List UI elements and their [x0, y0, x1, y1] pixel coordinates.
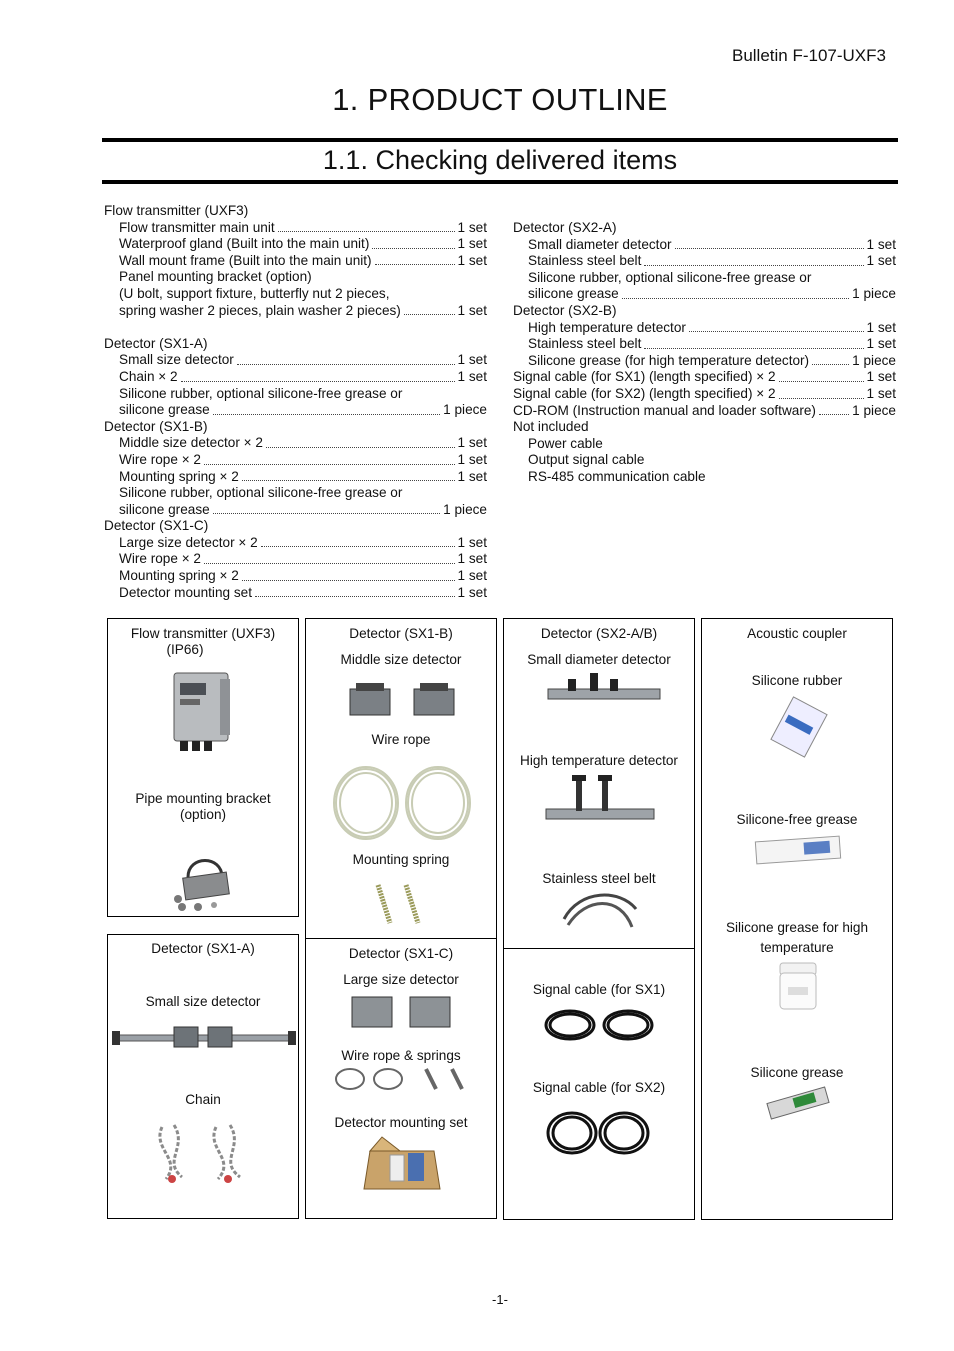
leader-dots: [237, 352, 455, 365]
item-label: Chain × 2: [119, 368, 178, 384]
item-label: Silicone rubber, optional silicone-free grease or: [119, 485, 403, 501]
list-item: [104, 551, 487, 568]
box-title: Detector (SX1-A): [151, 941, 255, 956]
list-item: [104, 485, 487, 502]
item-label: silicone grease: [119, 402, 210, 418]
silicone-grease-image: [764, 1085, 832, 1121]
list-item: [104, 452, 487, 469]
leader-dots: [242, 568, 455, 581]
item-label: Mounting spring × 2: [119, 568, 239, 584]
signal-cable-sx2-label: Signal cable (for SX2): [532, 1080, 666, 1095]
list-item: [513, 353, 896, 370]
list-spacer: [104, 319, 487, 336]
section-rule-top: [102, 138, 898, 142]
item-label: Output signal cable: [528, 452, 645, 468]
list-item: [104, 303, 487, 320]
list-item: [513, 286, 896, 303]
item-quantity: 1 set: [457, 352, 487, 368]
signal-cable-sx1-label: Signal cable (for SX1): [532, 982, 666, 997]
box-title: Detector (SX2-A/B): [540, 626, 658, 641]
item-label: Flow transmitter main unit: [119, 219, 275, 235]
leader-dots: [204, 551, 455, 564]
item-label: Small size detector: [119, 352, 234, 368]
list-item: [513, 419, 896, 436]
item-quantity: 1 set: [457, 219, 487, 235]
list-item: [104, 568, 487, 585]
item-label: silicone grease: [119, 501, 210, 517]
leader-dots: [266, 435, 455, 448]
leader-dots: [278, 220, 455, 233]
list-item: [104, 269, 487, 286]
item-label: High temperature detector: [528, 319, 686, 335]
list-item: [104, 402, 487, 419]
leader-dots: [204, 452, 455, 465]
list-item: [513, 369, 896, 386]
item-quantity: 1 piece: [852, 352, 896, 368]
item-quantity: 1 set: [457, 534, 487, 550]
item-label: spring washer 2 pieces, plain washer 2 pieces): [119, 302, 401, 318]
section-title: 1.1. Checking delivered items: [322, 145, 678, 175]
list-item: [104, 435, 487, 452]
stainless-steel-belt-image: [560, 889, 640, 933]
item-quantity: 1 piece: [443, 402, 487, 418]
box-detector-sx1-a: [107, 934, 299, 1219]
list-item: [513, 403, 896, 420]
list-item: [104, 220, 487, 237]
leader-dots: [779, 386, 864, 399]
item-label: Detector (SX1-A): [104, 335, 208, 351]
item-label: Signal cable (for SX1) (length specified) × 2: [513, 369, 776, 385]
item-label: silicone grease: [528, 286, 619, 302]
silicone-grease-high-temperature-label: temperature: [760, 940, 834, 955]
item-label: (U bolt, support fixture, butterfly nut 2 pieces,: [119, 285, 390, 301]
item-quantity: 1 set: [866, 253, 896, 269]
item-quantity: 1 set: [866, 385, 896, 401]
wire-rope-image: [328, 761, 476, 845]
bulletin-number: Bulletin F-107-UXF3: [731, 46, 886, 65]
leader-dots: [261, 535, 455, 548]
list-item: [104, 336, 487, 353]
box-detector-sx1-c: [305, 938, 497, 1219]
silicone-rubber-image: [766, 693, 832, 759]
pipe-bracket-image: [170, 851, 240, 913]
detector-mounting-set-image: [360, 1133, 444, 1193]
item-quantity: 1 set: [457, 551, 487, 567]
chain-image: [152, 1119, 256, 1185]
leader-dots: [181, 369, 455, 382]
box-signal-cables: [503, 948, 695, 1220]
leader-dots: [372, 236, 454, 249]
box-detector-sx2: [503, 618, 695, 949]
delivered-items-list-right: [513, 220, 896, 486]
list-item: [104, 518, 487, 535]
item-label: Middle size detector × 2: [119, 435, 263, 451]
list-item: [104, 419, 487, 436]
list-item: [104, 236, 487, 253]
small-size-detector-image: [112, 1023, 296, 1053]
small-diameter-detector-image: [544, 671, 664, 711]
list-item: [513, 436, 896, 453]
list-item: [104, 535, 487, 552]
list-item: [513, 336, 896, 353]
list-item: [104, 203, 487, 220]
list-item: [513, 452, 896, 469]
item-label: Small diameter detector: [528, 236, 672, 252]
pipe-bracket-option-label: (option): [179, 807, 227, 822]
leader-dots: [779, 369, 864, 382]
item-label: Signal cable (for SX2) (length specified) × 2: [513, 385, 776, 401]
list-item: [104, 352, 487, 369]
leader-dots: [812, 353, 849, 366]
wire-rope-springs-image: [332, 1065, 472, 1095]
leader-dots: [819, 403, 849, 416]
item-label: Wall mount frame (Built into the main unit): [119, 252, 372, 268]
item-quantity: 1 set: [457, 568, 487, 584]
item-label: Silicone rubber, optional silicone-free grease or: [119, 385, 403, 401]
item-quantity: 1 piece: [443, 501, 487, 517]
item-quantity: 1 set: [457, 302, 487, 318]
wire-rope-springs-label: Wire rope & springs: [341, 1048, 461, 1063]
leader-dots: [242, 469, 455, 482]
detector-mounting-set-label: Detector mounting set: [334, 1115, 468, 1130]
box-detector-sx1-b: [305, 618, 497, 939]
silicone-rubber-label: Silicone rubber: [751, 673, 843, 688]
leader-dots: [644, 253, 863, 266]
list-item: [104, 502, 487, 519]
item-label: Large size detector × 2: [119, 534, 258, 550]
item-label: Power cable: [528, 435, 603, 451]
item-label: Stainless steel belt: [528, 253, 642, 269]
high-temperature-detector-label: High temperature detector: [520, 753, 678, 768]
item-label: Panel mounting bracket (option): [119, 269, 312, 285]
high-temperature-detector-image: [542, 773, 658, 825]
item-quantity: 1 set: [457, 252, 487, 268]
silicone-grease-label: Silicone grease: [750, 1065, 844, 1080]
leader-dots: [689, 320, 864, 333]
middle-size-detector-image: [346, 681, 458, 721]
item-label: Detector (SX1-C): [104, 518, 209, 534]
item-quantity: 1 set: [457, 368, 487, 384]
item-label: Detector (SX2-B): [513, 302, 617, 318]
item-label: Silicone rubber, optional silicone-free grease or: [528, 269, 812, 285]
leader-dots: [213, 402, 440, 415]
box-title: Acoustic coupler: [747, 626, 847, 641]
box-subtitle: (IP66): [166, 642, 204, 657]
leader-dots: [404, 303, 455, 316]
mounting-spring-image: [372, 881, 432, 927]
large-size-detector-image: [350, 993, 454, 1029]
silicone-grease-high-temperature-image: [776, 961, 820, 1013]
silicone-free-grease-image: [752, 833, 844, 867]
item-quantity: 1 set: [866, 319, 896, 335]
leader-dots: [213, 502, 440, 515]
page-title: 1. PRODUCT OUTLINE: [332, 82, 668, 117]
box-title: Flow transmitter (UXF3): [130, 626, 276, 641]
list-item: [104, 253, 487, 270]
item-label: CD-ROM (Instruction manual and loader software): [513, 402, 816, 418]
list-item: [104, 585, 487, 602]
leader-dots: [644, 336, 863, 349]
small-diameter-detector-label: Small diameter detector: [527, 652, 671, 667]
item-label: RS-485 communication cable: [528, 468, 706, 484]
item-label: Detector (SX1-B): [104, 418, 208, 434]
list-item: [513, 320, 896, 337]
item-quantity: 1 set: [457, 435, 487, 451]
box-flow-transmitter: [107, 618, 299, 917]
chain-label: Chain: [185, 1092, 221, 1107]
leader-dots: [375, 253, 455, 266]
wire-rope-label: Wire rope: [371, 732, 431, 747]
flow-transmitter-image: [168, 669, 236, 755]
list-item: [513, 469, 896, 486]
box-title: Detector (SX1-B): [349, 626, 453, 641]
mounting-spring-label: Mounting spring: [352, 852, 450, 867]
silicone-free-grease-label: Silicone-free grease: [736, 812, 858, 827]
item-label: Waterproof gland (Built into the main unit): [119, 236, 370, 252]
list-item: [104, 386, 487, 403]
delivered-items-list-left: [104, 203, 487, 601]
leader-dots: [675, 237, 864, 250]
page-number: -1-: [492, 1292, 508, 1307]
item-label: Wire rope × 2: [119, 451, 201, 467]
list-item: [513, 237, 896, 254]
box-title: Detector (SX1-C): [348, 946, 454, 961]
signal-cable-sx1-image: [540, 1005, 660, 1045]
item-quantity: 1 set: [457, 451, 487, 467]
item-quantity: 1 set: [457, 236, 487, 252]
box-acoustic-coupler: [701, 618, 893, 1220]
list-item: [513, 386, 896, 403]
item-quantity: 1 set: [457, 584, 487, 600]
item-label: Wire rope × 2: [119, 551, 201, 567]
item-label: Detector mounting set: [119, 584, 252, 600]
item-label: Not included: [513, 419, 589, 435]
large-size-detector-label: Large size detector: [343, 972, 459, 987]
list-item: [513, 270, 896, 287]
leader-dots: [255, 585, 455, 598]
silicone-grease-high-label: Silicone grease for high: [725, 920, 869, 935]
item-quantity: 1 piece: [852, 286, 896, 302]
section-rule-bottom: [102, 180, 898, 184]
middle-size-detector-label: Middle size detector: [340, 652, 462, 667]
item-label: Mounting spring × 2: [119, 468, 239, 484]
list-item: [104, 286, 487, 303]
item-quantity: 1 set: [866, 369, 896, 385]
list-item: [513, 253, 896, 270]
signal-cable-sx2-image: [544, 1105, 656, 1165]
list-item: [104, 469, 487, 486]
item-quantity: 1 set: [866, 336, 896, 352]
list-item: [513, 220, 896, 237]
item-quantity: 1 piece: [852, 402, 896, 418]
item-quantity: 1 set: [866, 236, 896, 252]
item-label: Detector (SX2-A): [513, 220, 617, 235]
pipe-bracket-label: Pipe mounting bracket: [135, 791, 271, 806]
stainless-steel-belt-label: Stainless steel belt: [542, 871, 656, 886]
item-label: Silicone grease (for high temperature detector): [528, 352, 810, 368]
item-label: Stainless steel belt: [528, 336, 642, 352]
leader-dots: [622, 286, 849, 299]
item-label: Flow transmitter (UXF3): [104, 203, 249, 218]
item-quantity: 1 set: [457, 468, 487, 484]
list-item: [104, 369, 487, 386]
small-size-detector-label: Small size detector: [145, 994, 261, 1009]
list-item: [513, 303, 896, 320]
